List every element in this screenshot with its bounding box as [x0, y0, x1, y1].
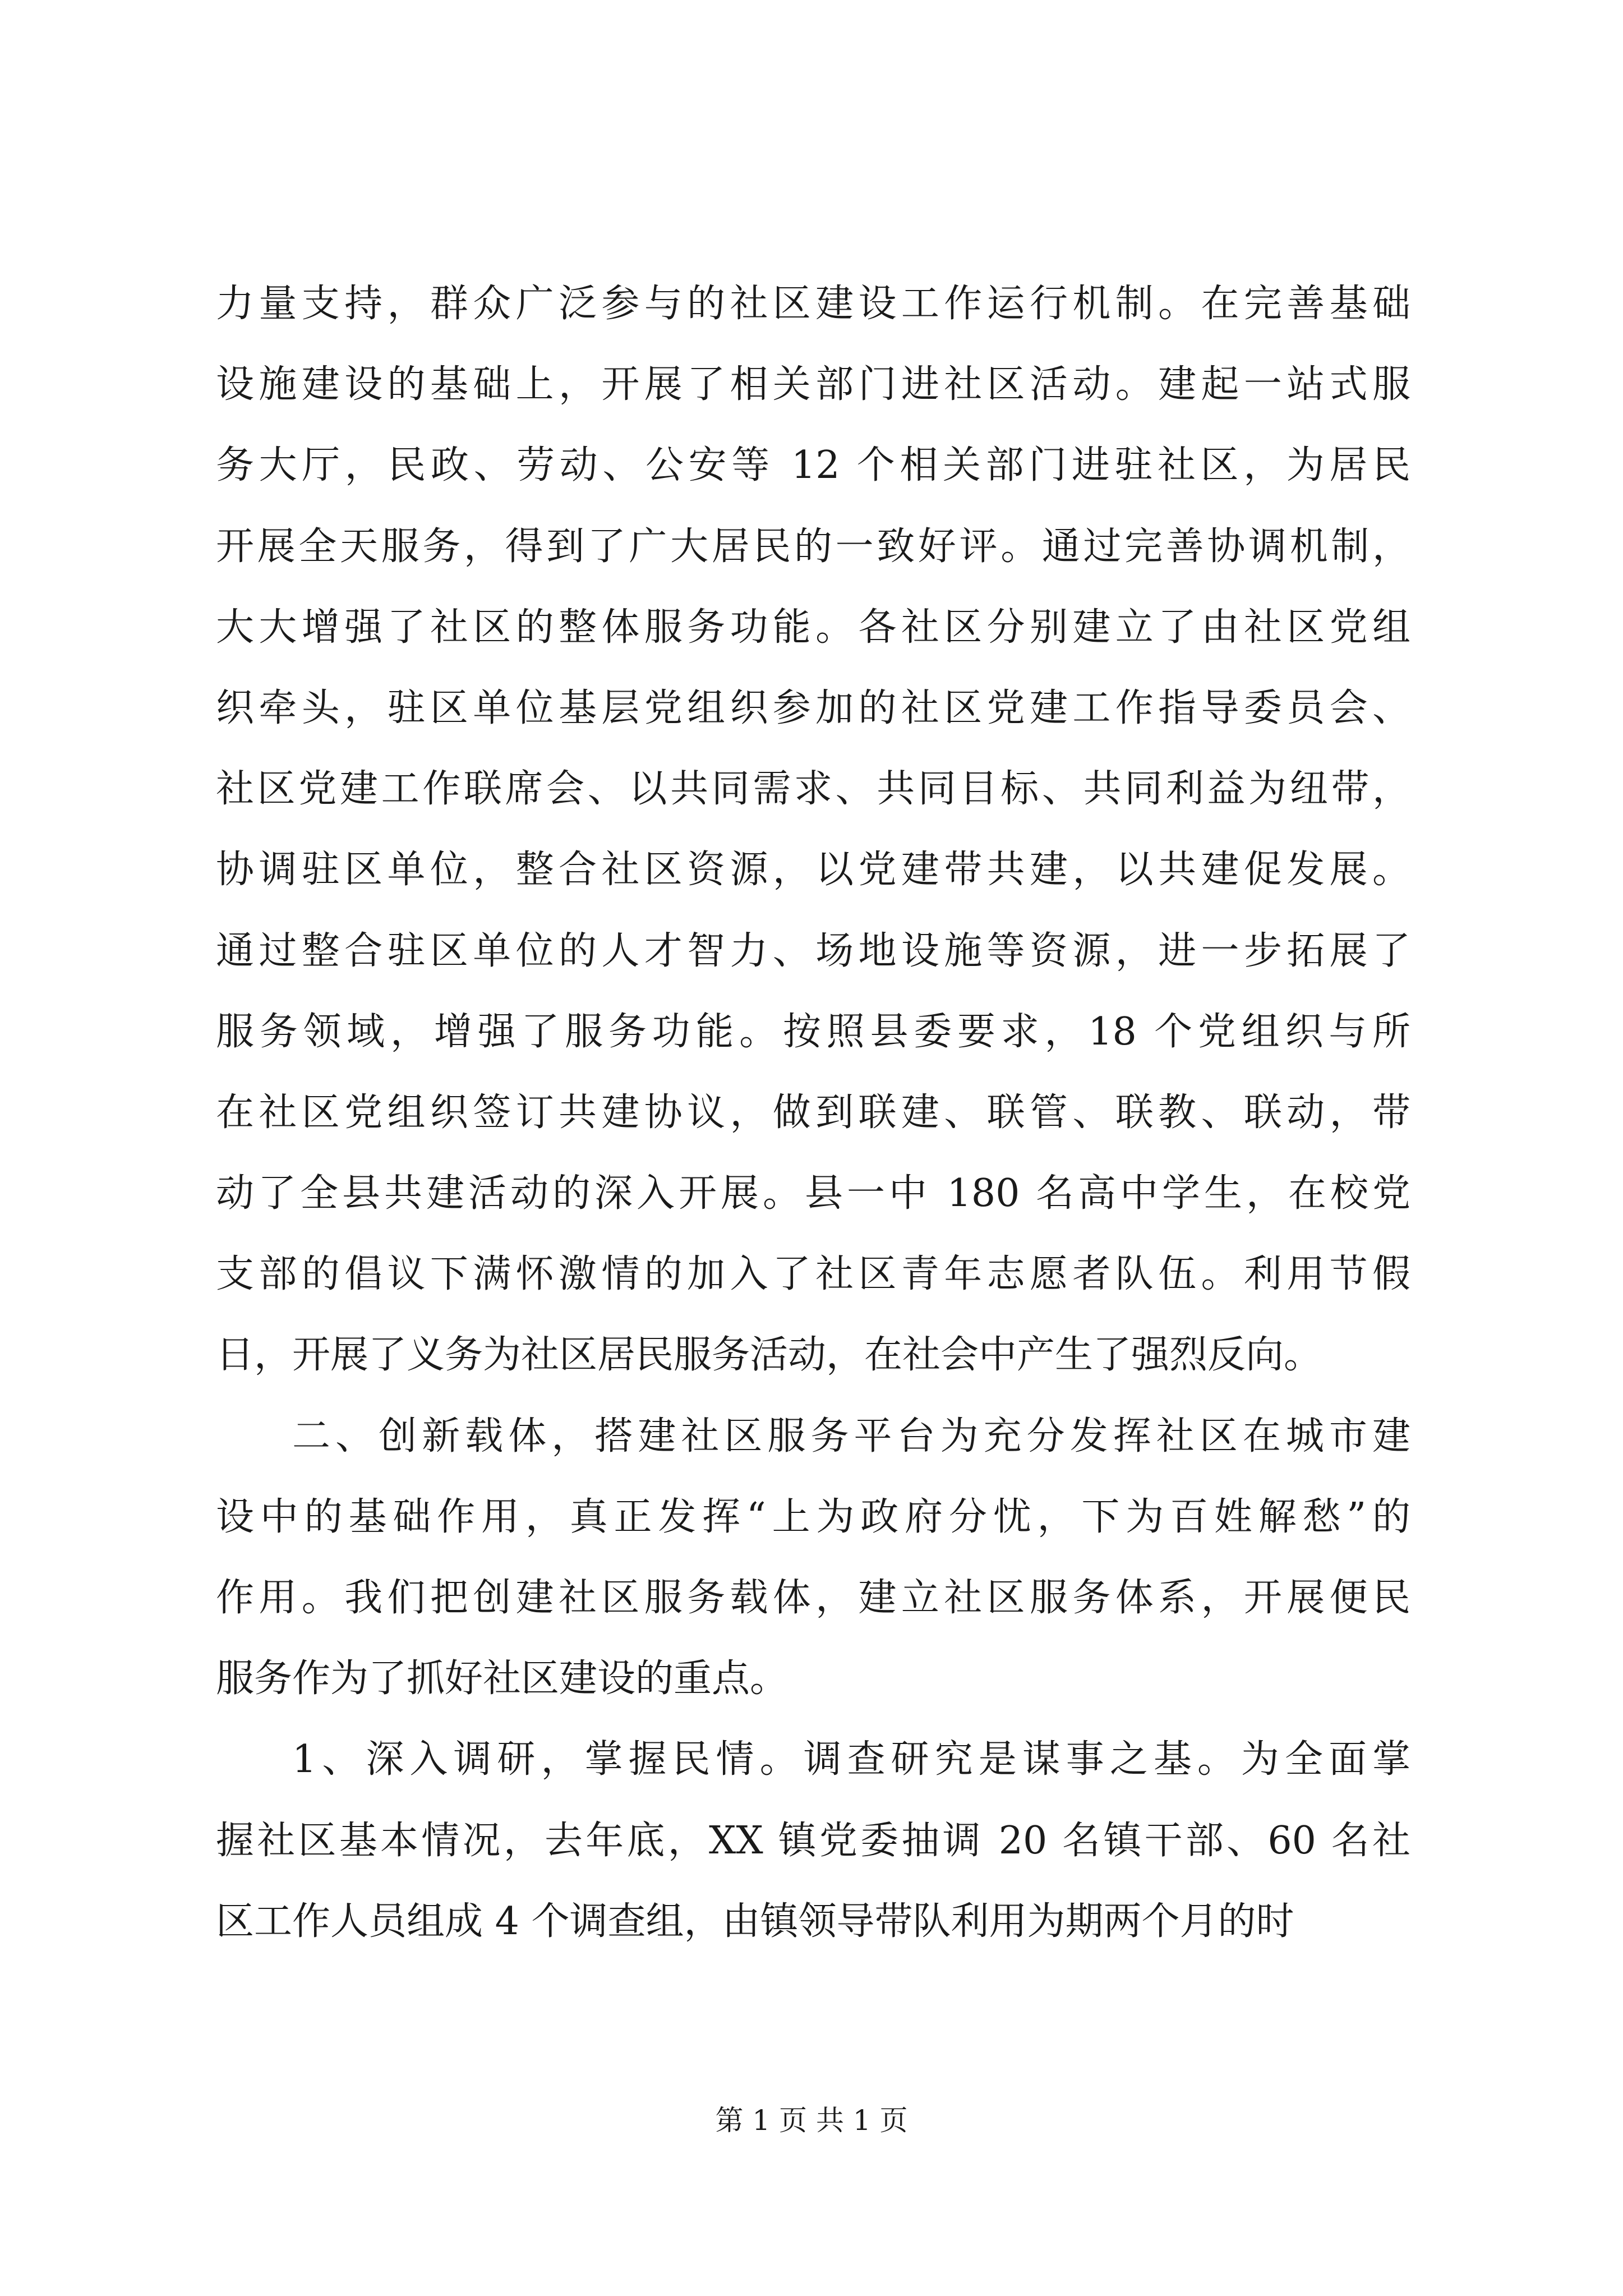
- text-line: 二、创新载体，搭建社区服务平台为充分发挥社区在城市建: [292, 1414, 1410, 1458]
- text-line: 握社区基本情况，去年底，XX 镇党委抽调 20 名镇干部、60 名社: [216, 1818, 1410, 1863]
- text-line: 动了全县共建活动的深入开展。县一中 180 名高中学生，在校党: [216, 1171, 1410, 1216]
- text-line: 通过整合驻区单位的人才智力、场地设施等资源，进一步拓展了: [216, 928, 1410, 973]
- document-body: [216, 264, 1410, 1962]
- text-line: 作用。我们把创建社区服务载体，建立社区服务体系，开展便民: [216, 1576, 1410, 1620]
- text-line: 1、深入调研，掌握民情。调查研究是谋事之基。为全面掌: [292, 1737, 1410, 1782]
- text-line: 大大增强了社区的整体服务功能。各社区分别建立了由社区党组: [216, 605, 1410, 650]
- text-line: 协调驻区单位，整合社区资源，以党建带共建，以共建促发展。: [216, 848, 1410, 892]
- text-line: 开展全天服务，得到了广大居民的一致好评。通过完善协调机制，: [216, 524, 1410, 569]
- page-footer: 第 1 页 共 1 页: [715, 2104, 908, 2137]
- text-line: 务大厅，民政、劳动、公安等 12 个相关部门进驻社区，为居民: [216, 443, 1410, 488]
- text-line: 支部的倡议下满怀激情的加入了社区青年志愿者队伍。利用节假: [216, 1252, 1410, 1297]
- text-line: 设施建设的基础上，开展了相关部门进社区活动。建起一站式服: [216, 362, 1410, 407]
- text-line: 日，开展了义务为社区居民服务活动，在社会中产生了强烈反向。: [216, 1333, 1322, 1378]
- text-line: 设中的基础作用，真正发挥“上为政府分忧，下为百姓解愁”的: [216, 1494, 1410, 1539]
- text-line: 服务作为了抓好社区建设的重点。: [216, 1657, 789, 1701]
- text-line: 服务领域，增强了服务功能。按照县委要求，18 个党组织与所: [216, 1009, 1410, 1054]
- text-line: 在社区党组织签订共建协议，做到联建、联管、联教、联动，带: [216, 1090, 1410, 1135]
- text-line: 织牵头，驻区单位基层党组织参加的社区党建工作指导委员会、: [216, 685, 1410, 730]
- text-line: 社区党建工作联席会、以共同需求、共同目标、共同利益为纽带，: [216, 767, 1410, 812]
- text-line: 力量支持，群众广泛参与的社区建设工作运行机制。在完善基础: [216, 282, 1410, 326]
- text-line: 区工作人员组成 4 个调查组，由镇领导带队利用为期两个月的时: [216, 1899, 1294, 1944]
